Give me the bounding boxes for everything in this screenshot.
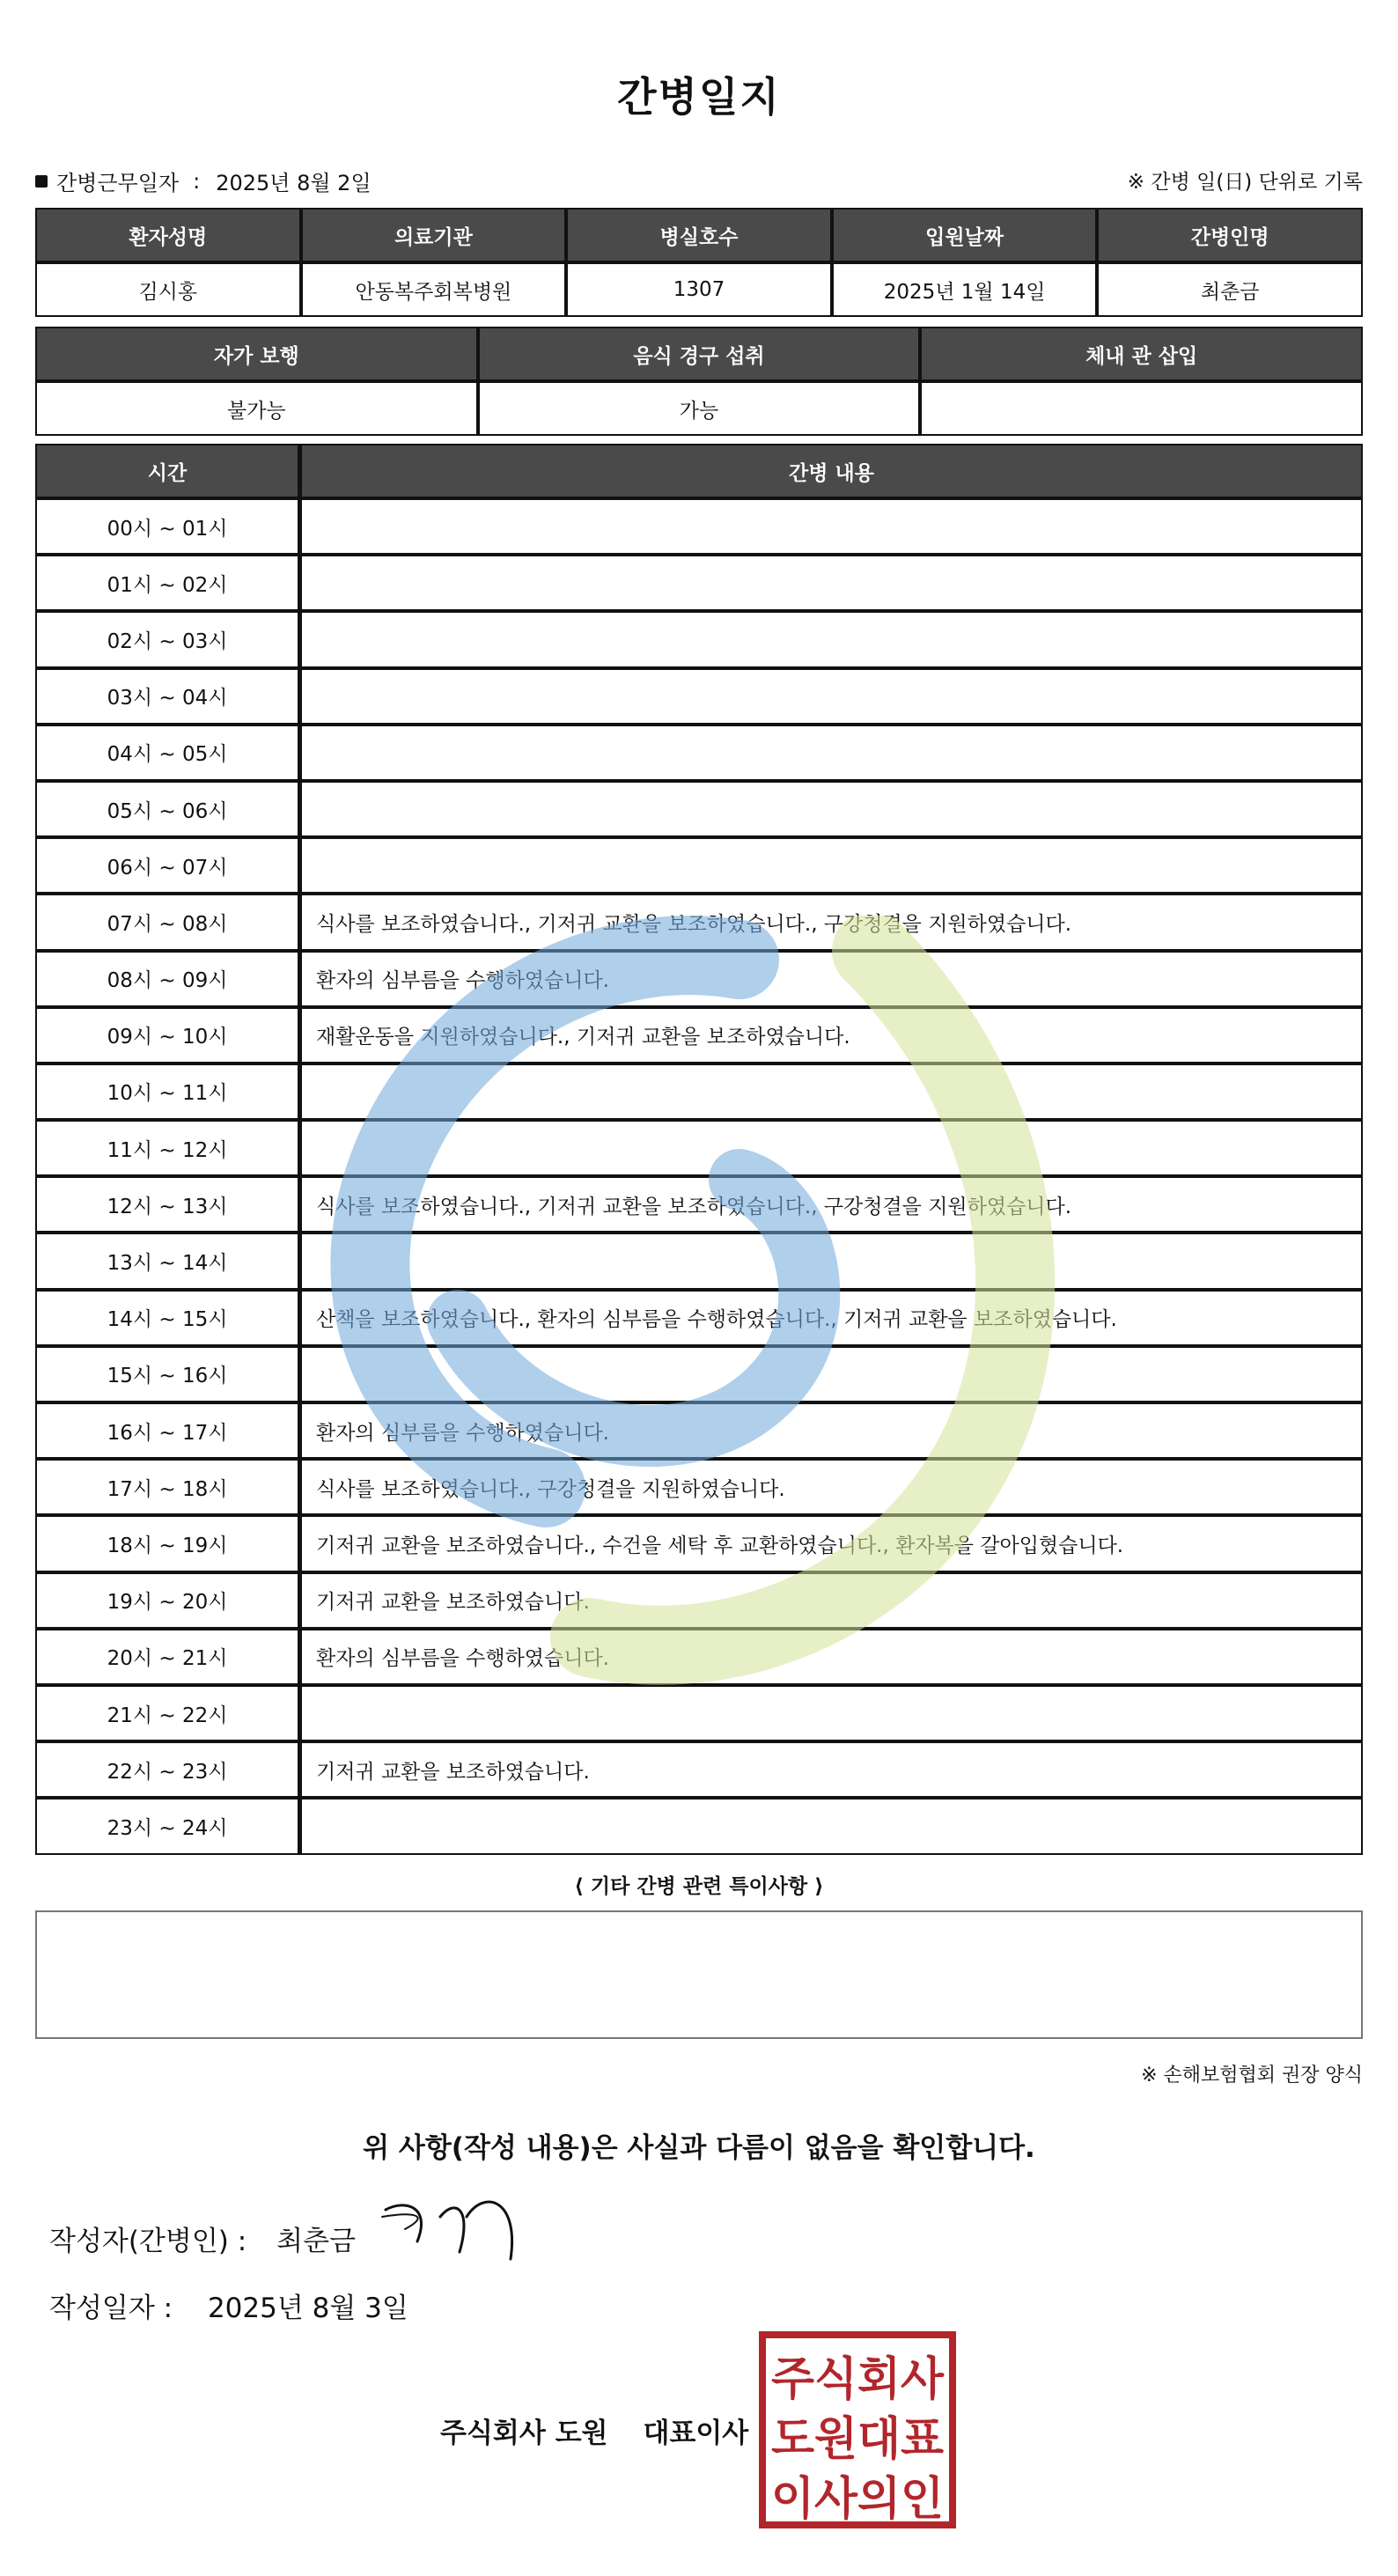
log-body	[35, 498, 1363, 1855]
log-time: 08시 ~ 09시	[35, 951, 299, 1007]
header-tube-insertion: 체내 관 삽입	[920, 327, 1363, 381]
table-row	[35, 1176, 1363, 1233]
handwritten-signature-icon	[379, 2190, 528, 2270]
notes-box	[35, 1910, 1363, 2039]
header-time: 시간	[35, 444, 299, 498]
table-row	[35, 1120, 1363, 1176]
table-row	[35, 1685, 1363, 1741]
log-time: 13시 ~ 14시	[35, 1233, 299, 1289]
tube-insertion-value	[920, 381, 1363, 436]
log-content: 재활운동을 지원하였습니다., 기저귀 교환을 보조하였습니다.	[299, 1007, 1363, 1064]
log-time: 09시 ~ 10시	[35, 1007, 299, 1064]
log-content	[299, 668, 1363, 725]
log-time: 01시 ~ 02시	[35, 555, 299, 611]
log-time: 11시 ~ 12시	[35, 1120, 299, 1176]
patient-info-table	[35, 208, 1363, 317]
caregiver-name: 최춘금	[1097, 262, 1363, 317]
log-time: 00시 ~ 01시	[35, 498, 299, 555]
log-time: 03시 ~ 04시	[35, 668, 299, 725]
company-title: 대표이사	[643, 2418, 749, 2449]
table-row	[35, 1515, 1363, 1571]
table-row	[35, 781, 1363, 837]
notes-title: ⟨ 기타 간병 관련 특이사항 ⟩	[574, 1875, 824, 1898]
status-value-row	[35, 381, 1363, 436]
log-time: 10시 ~ 11시	[35, 1064, 299, 1120]
log-content	[299, 611, 1363, 667]
header-oral-intake: 음식 경구 섭취	[478, 327, 921, 381]
table-row	[35, 1741, 1363, 1798]
log-time: 23시 ~ 24시	[35, 1798, 299, 1854]
room-number: 1307	[566, 262, 832, 317]
log-content	[299, 1233, 1363, 1289]
table-row	[35, 1007, 1363, 1064]
table-row	[35, 1798, 1363, 1854]
table-row	[35, 1402, 1363, 1459]
confirmation-statement: 위 사항(작성 내용)은 사실과 다름이 없음을 확인합니다.	[363, 2132, 1035, 2164]
log-content: 기저귀 교환을 보조하였습니다.	[299, 1572, 1363, 1629]
oral-intake-value: 가능	[478, 381, 921, 436]
log-time: 19시 ~ 20시	[35, 1572, 299, 1629]
header-walking: 자가 보행	[35, 327, 478, 381]
log-time: 05시 ~ 06시	[35, 781, 299, 837]
patient-header-row	[35, 208, 1363, 262]
log-content: 식사를 보조하였습니다., 기저귀 교환을 보조하였습니다., 구강청결을 지원하였습니다.	[299, 894, 1363, 950]
table-row	[35, 555, 1363, 611]
log-time: 06시 ~ 07시	[35, 837, 299, 894]
seal-text-line: 이사의인	[771, 2473, 944, 2526]
write-date-line	[49, 2285, 408, 2325]
table-row	[35, 951, 1363, 1007]
log-time: 20시 ~ 21시	[35, 1629, 299, 1685]
log-time: 18시 ~ 19시	[35, 1515, 299, 1571]
log-time: 12시 ~ 13시	[35, 1176, 299, 1233]
table-row	[35, 837, 1363, 894]
table-row	[35, 1346, 1363, 1402]
log-content: 기저귀 교환을 보조하였습니다., 수건을 세탁 후 교환하였습니다., 환자복을 갈아입혔습니다.	[299, 1515, 1363, 1571]
patient-value-row	[35, 262, 1363, 317]
work-date-colon: :	[193, 168, 201, 194]
table-row	[35, 611, 1363, 667]
table-row	[35, 668, 1363, 725]
header-admission-date: 입원날짜	[832, 208, 1098, 262]
table-row	[35, 1572, 1363, 1629]
header-caregiver-name: 간병인명	[1097, 208, 1363, 262]
company-name: 주식회사 도원	[440, 2418, 608, 2449]
log-content	[299, 555, 1363, 611]
header-room: 병실호수	[566, 208, 832, 262]
header-patient-name: 환자성명	[35, 208, 301, 262]
work-date-label: 간병근무일자	[56, 171, 180, 195]
table-row	[35, 1290, 1363, 1346]
log-content: 식사를 보조하였습니다., 구강청결을 지원하였습니다.	[299, 1459, 1363, 1515]
table-row	[35, 1064, 1363, 1120]
log-content: 산책을 보조하였습니다., 환자의 심부름을 수행하였습니다., 기저귀 교환을 보조하였습니다.	[299, 1290, 1363, 1346]
log-content	[299, 1120, 1363, 1176]
unit-note: ※ 간병 일(日) 단위로 기록	[1127, 171, 1363, 194]
table-row	[35, 894, 1363, 950]
hospital-name: 안동복주회복병원	[301, 262, 567, 317]
document-page	[35, 0, 1363, 2576]
status-header-row	[35, 327, 1363, 381]
writer-label: 작성자(간병인) :	[49, 2226, 247, 2257]
log-content	[299, 1685, 1363, 1741]
seal-text-line: 주식회사	[771, 2353, 945, 2406]
log-header-row	[35, 444, 1363, 498]
log-content: 환자의 심부름을 수행하였습니다.	[299, 1402, 1363, 1459]
work-date-value: 2025년 8월 2일	[216, 171, 372, 195]
log-content	[299, 498, 1363, 555]
bullet-square-icon	[35, 175, 48, 188]
writer-line	[49, 2219, 356, 2258]
log-content: 기저귀 교환을 보조하였습니다.	[299, 1741, 1363, 1798]
log-content: 식사를 보조하였습니다., 기저귀 교환을 보조하였습니다., 구강청결을 지원하였습니다.	[299, 1176, 1363, 1233]
seal-text-line: 도원대표	[771, 2413, 944, 2466]
log-time: 04시 ~ 05시	[35, 725, 299, 781]
patient-name: 김시홍	[35, 262, 301, 317]
care-log-table	[35, 444, 1363, 1855]
header-care-content: 간병 내용	[299, 444, 1363, 498]
table-row	[35, 498, 1363, 555]
header-hospital: 의료기관	[301, 208, 567, 262]
log-content	[299, 1346, 1363, 1402]
log-time: 16시 ~ 17시	[35, 1402, 299, 1459]
log-time: 22시 ~ 23시	[35, 1741, 299, 1798]
log-content	[299, 1064, 1363, 1120]
writer-name: 최춘금	[276, 2226, 357, 2257]
log-content	[299, 725, 1363, 781]
admission-date: 2025년 1월 14일	[832, 262, 1098, 317]
patient-status-table	[35, 327, 1363, 436]
work-date	[35, 166, 372, 196]
table-row	[35, 725, 1363, 781]
table-row	[35, 1233, 1363, 1289]
table-row	[35, 1459, 1363, 1515]
company-seal-icon	[759, 2331, 956, 2528]
page-title: 간병일지	[617, 73, 781, 121]
log-content	[299, 837, 1363, 894]
log-time: 07시 ~ 08시	[35, 894, 299, 950]
company-signature-line	[440, 2410, 748, 2450]
walking-value: 불가능	[35, 381, 478, 436]
log-content: 환자의 심부름을 수행하였습니다.	[299, 951, 1363, 1007]
form-footnote: ※ 손해보험협회 권장 양식	[1141, 2064, 1363, 2087]
log-time: 21시 ~ 22시	[35, 1685, 299, 1741]
write-date-value: 2025년 8월 3일	[207, 2293, 408, 2324]
log-content	[299, 1798, 1363, 1854]
write-date-label: 작성일자 :	[49, 2293, 173, 2324]
log-time: 17시 ~ 18시	[35, 1459, 299, 1515]
log-content	[299, 781, 1363, 837]
table-row	[35, 1629, 1363, 1685]
log-time: 14시 ~ 15시	[35, 1290, 299, 1346]
log-time: 15시 ~ 16시	[35, 1346, 299, 1402]
log-time: 02시 ~ 03시	[35, 611, 299, 667]
log-content: 환자의 심부름을 수행하였습니다.	[299, 1629, 1363, 1685]
